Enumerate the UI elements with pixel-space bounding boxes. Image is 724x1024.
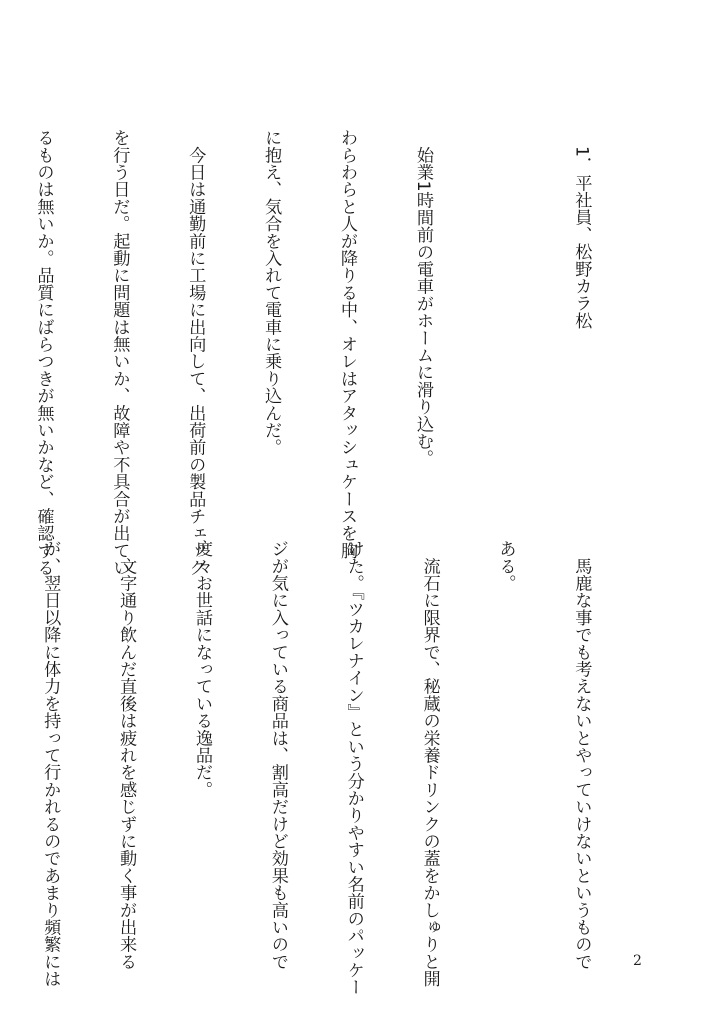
bottom-text-block (0, 540, 644, 996)
text-line: わらわらと人が降りる中、オレはアタッシュケースを胸 (337, 129, 358, 559)
text-line: 度々お世話になっている逸品だ。 (191, 540, 212, 798)
text-line: けた。『ツカレナイン』という分かりやすい名前のパッケー (343, 540, 364, 996)
text-line: が、翌日以降に体力を持って行かれるのであまり頻繁には (40, 540, 61, 988)
text-line: 始業1時間前の電車がホームに滑り込む。 (412, 129, 433, 467)
text-line: 流石に限界で、秘蔵の栄養ドリンクの蓋をかしゅりと開 (419, 540, 440, 988)
chapter-title: 1．平社員、松野カラ松 (571, 146, 592, 329)
text-line: 文字通り飲んだ直後は疲れを感じずに動く事が出来る (116, 540, 137, 970)
text-line: に抱え、気合を入れて電車に乗り込んだ。 (261, 129, 282, 456)
text-line: 今日は通勤前に工場に出向して、出荷前の製品チェック (185, 129, 206, 577)
text-line: ジが気に入っている商品は、割高だけど効果も高いので (267, 540, 288, 970)
text-line: を行う日だ。起動に問題は無いか、故障や不具合が出てい (109, 129, 130, 577)
text-line: ある。 (495, 540, 516, 592)
text-line: 馬鹿な事でも考えないとやっていけないというもので (571, 540, 592, 970)
page-number: 2 (633, 953, 642, 969)
text-line: るものは無いか。品質にばらつきが無いかなど、確認する (33, 129, 54, 577)
title-spacer (486, 129, 518, 509)
